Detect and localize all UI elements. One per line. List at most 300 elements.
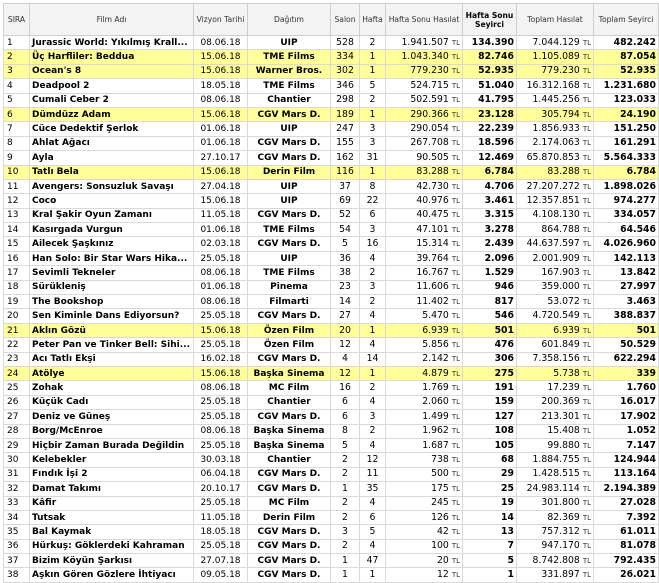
cell-distributor [248,366,331,380]
cell-release-date-value: 06.04.18 [200,469,241,480]
cell-weekend-admissions-value: 105 [494,439,514,451]
cell-rank [4,194,30,208]
cell-screens-value: 2 [342,454,348,466]
cell-week [360,93,386,107]
currency-label: TL [451,96,460,105]
cell-distributor [248,295,331,309]
table-row [4,539,659,553]
cell-title[interactable] [30,93,194,107]
cell-total-gross [517,453,594,467]
cell-title[interactable] [30,453,194,467]
cell-title-value: Cumali Ceber 2 [32,95,109,106]
cell-rank [4,165,30,179]
header-screens[interactable]: Salon [331,4,360,36]
cell-weekend-gross-value: 524.715 [410,79,449,91]
cell-rank [4,568,30,582]
cell-total-gross-value: 44.637.597 [526,238,580,250]
currency-label: TL [582,470,591,479]
cell-week-value: 5 [369,79,376,91]
currency-label: TL [451,527,460,536]
cell-total-admissions-value: 974.277 [613,194,656,206]
cell-total-gross-value: 1.445.256 [532,94,580,106]
cell-total-gross [517,338,594,352]
cell-title[interactable] [30,223,194,237]
cell-screens [331,539,360,553]
cell-rank [4,295,30,309]
cell-title[interactable] [30,64,194,78]
cell-screens [331,237,360,251]
cell-release-date [194,395,248,409]
cell-rank-value: 35 [7,526,19,537]
cell-title[interactable] [30,208,194,222]
cell-total-gross-value: 305.794 [541,108,580,120]
cell-distributor [248,381,331,395]
cell-title[interactable] [30,395,194,409]
header-total-gross[interactable]: Toplam Hasılat [517,4,594,36]
cell-rank [4,309,30,323]
table-row [4,64,659,78]
cell-total-gross [517,309,594,323]
cell-week-value: 5 [369,525,376,537]
cell-total-admissions [594,366,659,380]
cell-weekend-admissions [463,107,517,121]
cell-title[interactable] [30,50,194,64]
table-row [4,568,659,582]
cell-weekend-admissions-value: 6.784 [484,166,514,178]
cell-release-date [194,79,248,93]
cell-release-date-value: 30.03.18 [200,455,241,466]
cell-title[interactable] [30,381,194,395]
cell-screens-value: 27 [339,310,351,322]
cell-title[interactable] [30,366,194,380]
cell-rank-value: 27 [7,411,19,422]
cell-week [360,122,386,136]
cell-release-date-value: 18.05.18 [200,80,241,91]
cell-distributor-value: Başka Sinema [253,368,325,379]
cell-title-value: Kelebekler [32,455,87,466]
cell-title[interactable] [30,338,194,352]
table-row [4,338,659,352]
cell-total-gross-value: 359.000 [541,281,580,293]
cell-weekend-admissions-value: 946 [494,281,514,293]
cell-distributor-value: CGV Mars D. [257,354,321,365]
cell-weekend-admissions [463,179,517,193]
cell-distributor-value: Başka Sinema [253,440,325,451]
currency-label: TL [451,38,460,47]
cell-total-gross-value: 5.738 [553,367,580,379]
cell-title[interactable] [30,280,194,294]
cell-title[interactable] [30,539,194,553]
cell-weekend-admissions [463,309,517,323]
cell-total-gross [517,266,594,280]
cell-screens [331,424,360,438]
cell-weekend-admissions-value: 18.596 [478,137,514,149]
cell-rank [4,223,30,237]
cell-total-admissions-value: 7.392 [626,511,656,523]
cell-release-date [194,453,248,467]
cell-distributor [248,525,331,539]
header-weekend-gross[interactable]: Hafta Sonu Hasılat [386,4,463,36]
cell-total-gross [517,223,594,237]
cell-total-gross [517,568,594,582]
currency-label: TL [451,326,460,335]
cell-week-value: 1 [369,108,376,120]
cell-screens [331,525,360,539]
cell-distributor-value: TME Films [263,224,315,235]
cell-title[interactable] [30,179,194,193]
cell-screens-value: 334 [336,51,354,63]
cell-distributor [248,395,331,409]
cell-weekend-gross-value: 90.505 [416,151,449,163]
cell-weekend-admissions-value: 22.239 [478,123,514,135]
cell-release-date [194,568,248,582]
cell-rank-value: 21 [7,325,19,336]
cell-screens [331,352,360,366]
cell-screens [331,568,360,582]
cell-weekend-gross-value: 1.687 [422,439,449,451]
cell-title[interactable] [30,525,194,539]
cell-total-gross-value: 601.849 [541,338,580,350]
cell-total-gross-value: 15.408 [547,425,580,437]
currency-label: TL [582,513,591,522]
cell-title[interactable] [30,323,194,337]
cell-rank-value: 18 [7,282,19,293]
cell-total-admissions [594,410,659,424]
cell-distributor-value: CGV Mars D. [257,138,321,149]
cell-total-gross [517,36,594,50]
cell-weekend-gross [386,151,463,165]
currency-label: TL [582,196,591,205]
cell-total-gross [517,510,594,524]
cell-screens-value: 23 [339,281,351,293]
cell-release-date-value: 20.10.17 [200,483,241,494]
cell-total-admissions [594,395,659,409]
cell-week-value: 22 [366,194,379,206]
cell-total-gross [517,295,594,309]
cell-rank [4,266,30,280]
cell-rank [4,366,30,380]
cell-release-date [194,36,248,50]
cell-release-date [194,323,248,337]
cell-total-admissions [594,323,659,337]
cell-total-admissions [594,453,659,467]
cell-total-admissions-value: 501 [636,324,656,336]
cell-total-admissions-value: 3.463 [626,295,656,307]
cell-total-gross [517,280,594,294]
cell-screens-value: 162 [336,151,354,163]
cell-title[interactable] [30,36,194,50]
cell-total-gross-value: 200.369 [541,396,580,408]
cell-weekend-admissions-value: 3.461 [484,194,514,206]
cell-title[interactable] [30,194,194,208]
cell-title-value: Fındık İşi 2 [32,469,88,480]
cell-release-date-value: 25.05.18 [200,339,241,350]
cell-weekend-gross-value: 1.941.507 [401,36,449,48]
header-rank[interactable]: SIRA [4,4,30,36]
cell-total-admissions-value: 61.011 [620,525,656,537]
cell-rank-value: 30 [7,455,19,466]
cell-title[interactable] [30,410,194,424]
cell-weekend-gross [386,36,463,50]
cell-rank [4,482,30,496]
cell-weekend-gross [386,366,463,380]
cell-week [360,36,386,50]
cell-distributor [248,568,331,582]
cell-screens-value: 8 [342,425,348,437]
cell-weekend-admissions-value: 3.315 [484,209,514,221]
table-row [4,395,659,409]
cell-weekend-gross [386,539,463,553]
cell-title[interactable] [30,482,194,496]
cell-weekend-gross-value: 47.101 [416,223,449,235]
currency-label: TL [582,254,591,263]
cell-screens-value: 54 [339,223,351,235]
cell-rank [4,251,30,265]
cell-title[interactable] [30,79,194,93]
cell-release-date [194,251,248,265]
cell-release-date [194,295,248,309]
currency-label: TL [451,211,460,220]
cell-rank-value: 29 [7,440,19,451]
cell-rank [4,381,30,395]
cell-rank-value: 11 [7,181,19,192]
header-release[interactable]: Vizyon Tarihi [194,4,248,36]
cell-weekend-admissions-value: 476 [494,338,514,350]
cell-weekend-admissions-value: 41.795 [478,94,514,106]
cell-title[interactable] [30,107,194,121]
cell-distributor [248,50,331,64]
cell-total-admissions-value: 87.054 [620,51,656,63]
cell-title-value: Dümdüzz Adam [32,109,111,120]
currency-label: TL [582,542,591,551]
cell-title[interactable] [30,352,194,366]
cell-screens [331,194,360,208]
cell-release-date-value: 08.06.18 [200,37,241,48]
cell-release-date [194,179,248,193]
cell-title[interactable] [30,266,194,280]
cell-screens-value: 4 [342,353,348,365]
cell-week [360,510,386,524]
cell-title-value: Kral Şakir Oyun Zamanı [32,210,152,221]
cell-weekend-admissions [463,338,517,352]
header-title[interactable]: Film Adı [30,4,194,36]
cell-week [360,179,386,193]
cell-rank-value: 38 [7,570,19,581]
header-total-admissions[interactable]: Toplam Seyirci [594,4,659,36]
cell-rank-value: 16 [7,253,19,264]
cell-distributor-value: UIP [280,181,298,192]
cell-weekend-admissions-value: 2.439 [484,238,514,250]
cell-total-gross-value: 167.903 [541,266,580,278]
cell-weekend-admissions-value: 12.469 [478,151,514,163]
cell-weekend-gross-value: 1.499 [422,410,449,422]
cell-weekend-gross-value: 83.288 [416,166,449,178]
cell-weekend-admissions [463,525,517,539]
cell-title-value: Cüce Dedektif Şerlok [32,124,139,135]
cell-distributor-value: Başka Sinema [253,426,325,437]
cell-release-date-value: 08.06.18 [200,95,241,106]
cell-weekend-gross [386,295,463,309]
cell-total-gross-value: 99.880 [547,439,580,451]
cell-weekend-gross-value: 16.767 [416,266,449,278]
table-row [4,151,659,165]
cell-week-value: 8 [369,180,376,192]
cell-week-value: 16 [366,238,379,250]
cell-distributor [248,266,331,280]
cell-weekend-gross [386,251,463,265]
cell-screens [331,280,360,294]
cell-total-admissions-value: 17.902 [620,410,656,422]
cell-screens-value: 20 [339,324,351,336]
currency-label: TL [451,484,460,493]
cell-weekend-gross [386,122,463,136]
cell-title-value: Han Solo: Bir Star Wars Hika... [32,253,188,264]
cell-release-date [194,424,248,438]
cell-title[interactable] [30,295,194,309]
cell-screens [331,309,360,323]
cell-rank-value: 33 [7,498,19,509]
cell-title[interactable] [30,496,194,510]
cell-distributor-value: Derin Film [262,167,316,178]
cell-distributor [248,438,331,452]
currency-label: TL [582,556,591,565]
cell-release-date [194,352,248,366]
cell-weekend-admissions-value: 306 [494,353,514,365]
cell-week [360,194,386,208]
cell-weekend-gross-value: 40.475 [416,209,449,221]
cell-week [360,438,386,452]
cell-weekend-gross-value: 40.976 [416,194,449,206]
cell-distributor-value: Pinema [270,282,308,293]
cell-weekend-admissions-value: 13 [501,525,514,537]
cell-week-value: 1 [369,569,376,581]
cell-screens [331,410,360,424]
cell-weekend-gross [386,352,463,366]
cell-week [360,266,386,280]
cell-title-value: Bal Kaymak [32,526,92,537]
cell-title[interactable] [30,467,194,481]
cell-screens [331,36,360,50]
cell-week [360,136,386,150]
cell-week [360,208,386,222]
cell-title-value: Deadpool 2 [32,80,90,91]
cell-screens-value: 528 [336,36,354,48]
currency-label: TL [451,81,460,90]
cell-weekend-gross [386,510,463,524]
cell-release-date [194,539,248,553]
currency-label: TL [451,412,460,421]
cell-total-gross [517,237,594,251]
cell-title-value: Kasırgada Vurgun [32,224,123,235]
cell-rank [4,107,30,121]
cell-weekend-gross-value: 20 [437,554,449,566]
cell-distributor-value: Özen Film [263,325,315,336]
cell-total-gross [517,395,594,409]
cell-title[interactable] [30,151,194,165]
cell-weekend-admissions-value: 159 [494,396,514,408]
cell-week-value: 1 [369,65,376,77]
header-week[interactable]: Hafta [360,4,386,36]
header-distributor[interactable]: Dağıtım [248,4,331,36]
table-row [4,251,659,265]
cell-screens-value: 1 [342,482,348,494]
cell-title[interactable] [30,309,194,323]
header-weekend-admissions[interactable]: Hafta Sonu Seyirci [463,4,517,36]
cell-total-gross [517,366,594,380]
cell-total-gross-value: 12.357.851 [526,194,580,206]
currency-label: TL [582,81,591,90]
currency-label: TL [451,297,460,306]
cell-title[interactable] [30,438,194,452]
cell-title[interactable] [30,568,194,582]
cell-title-value: The Bookshop [32,296,104,307]
cell-week [360,50,386,64]
cell-screens [331,50,360,64]
currency-label: TL [582,412,591,421]
cell-weekend-gross [386,50,463,64]
currency-label: TL [582,571,591,580]
cell-weekend-admissions-value: 5 [507,554,514,566]
cell-total-admissions-value: 26.021 [620,569,656,581]
currency-label: TL [582,110,591,119]
cell-weekend-admissions-value: 134.390 [471,36,514,48]
cell-title[interactable] [30,122,194,136]
cell-title[interactable] [30,510,194,524]
box-office-table [3,3,659,583]
cell-screens-value: 12 [339,338,351,350]
cell-total-gross [517,151,594,165]
cell-total-admissions-value: 27.997 [620,281,656,293]
currency-label: TL [582,527,591,536]
cell-week [360,381,386,395]
cell-week [360,79,386,93]
cell-title[interactable] [30,237,194,251]
cell-weekend-admissions-value: 4.706 [484,180,514,192]
cell-total-admissions [594,194,659,208]
cell-title[interactable] [30,165,194,179]
cell-weekend-gross-value: 502.591 [410,94,449,106]
cell-distributor [248,496,331,510]
cell-release-date-value: 27.04.18 [200,181,241,192]
cell-total-admissions [594,539,659,553]
currency-label: TL [582,38,591,47]
cell-total-admissions-value: 622.294 [613,353,656,365]
cell-rank [4,50,30,64]
cell-distributor-value: CGV Mars D. [257,526,321,537]
cell-title[interactable] [30,136,194,150]
cell-weekend-admissions [463,266,517,280]
cell-weekend-gross-value: 15.314 [416,238,449,250]
cell-screens [331,107,360,121]
cell-week-value: 2 [369,266,376,278]
cell-release-date [194,165,248,179]
cell-release-date-value: 15.06.18 [200,66,241,77]
cell-weekend-admissions [463,50,517,64]
cell-total-admissions-value: 2.194.389 [603,482,656,494]
cell-title[interactable] [30,424,194,438]
cell-title[interactable] [30,554,194,568]
table-row [4,496,659,510]
cell-release-date [194,50,248,64]
table-header [4,4,659,36]
cell-week-value: 6 [369,511,376,523]
cell-title[interactable] [30,251,194,265]
currency-label: TL [582,441,591,450]
cell-total-admissions [594,136,659,150]
cell-rank-value: 15 [7,239,19,250]
cell-distributor-value: TME Films [263,52,315,63]
cell-rank [4,208,30,222]
